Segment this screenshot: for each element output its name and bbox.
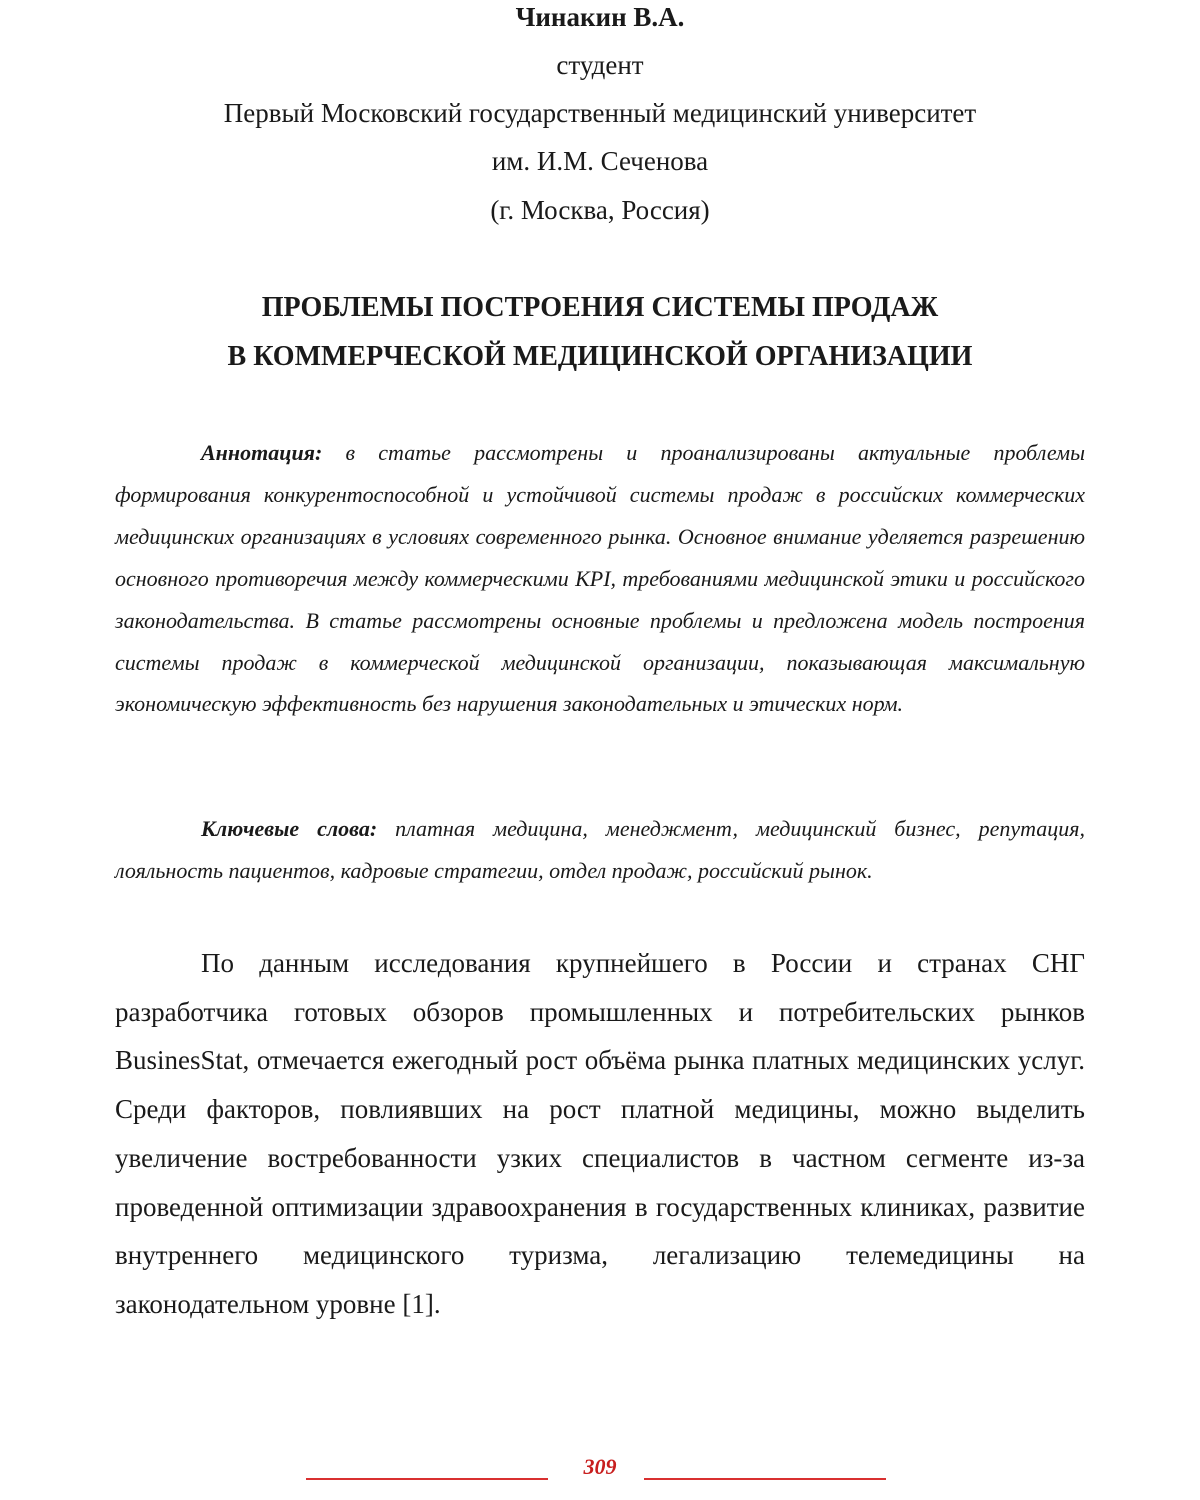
body-paragraph: По данным исследования крупнейшего в России и странах СНГ разработчика готовых обзоров промышленных и потребительских рынков BusinesStat, отмечается ежегодный рост объёма рынка платных медицинских услуг. Среди факторов, повлиявших на рост платной медицины, можно выделить увеличение востребованности узких специалистов в частном сегменте из-за проведенной оптимизации здравоохранения в государственных клиниках, развитие внутреннего медицинского туризма, легализацию телемедицины на законодательном уровне [1]. xyxy=(115,948,1085,1319)
author-position: студент xyxy=(556,50,644,80)
keywords-text: платная медицина, менеджмент, медицинский бизнес, репутация, лояльность пациентов, кадровые стратегии, отдел продаж, российский рынок. xyxy=(115,816,1085,883)
article-title-line-1: ПРОБЛЕМЫ ПОСТРОЕНИЯ СИСТЕМЫ ПРОДАЖ xyxy=(261,292,939,323)
abstract-label: Аннотация: xyxy=(201,440,323,465)
university-name: Первый Московский государственный медицинский университет xyxy=(223,98,977,128)
footer-rule-left xyxy=(306,1478,548,1480)
keywords-label: Ключевые слова: xyxy=(201,816,378,841)
article-title-line-2: В КОММЕРЧЕСКОЙ МЕДИЦИНСКОЙ ОРГАНИЗАЦИИ xyxy=(227,341,973,372)
page-number: 309 xyxy=(583,1454,617,1479)
abstract-text: в статье рассмотрены и проанализированы актуальные проблемы формирования конкурентоспособной и устойчивой системы продаж в российских коммерческих медицинских организациях в условиях современного рынка. Основное внимание уделяется разрешению основного противоречия между коммерческими KPI, требованиями медицинской этики и российского законодательства. В статье рассмотрены основные проблемы и предложена модель построения системы продаж в коммерческой медицинской организации, показывающая максимальную экономическую эффективность без нарушения законодательных и этических норм. xyxy=(115,440,1085,717)
author-name: Чинакин В.А. xyxy=(515,2,685,32)
footer-rule-right xyxy=(644,1478,886,1480)
abstract xyxy=(115,432,1085,725)
author-location: (г. Москва, Россия) xyxy=(490,195,710,225)
university-name-suffix: им. И.М. Сеченова xyxy=(491,146,709,176)
keywords xyxy=(115,808,1085,892)
